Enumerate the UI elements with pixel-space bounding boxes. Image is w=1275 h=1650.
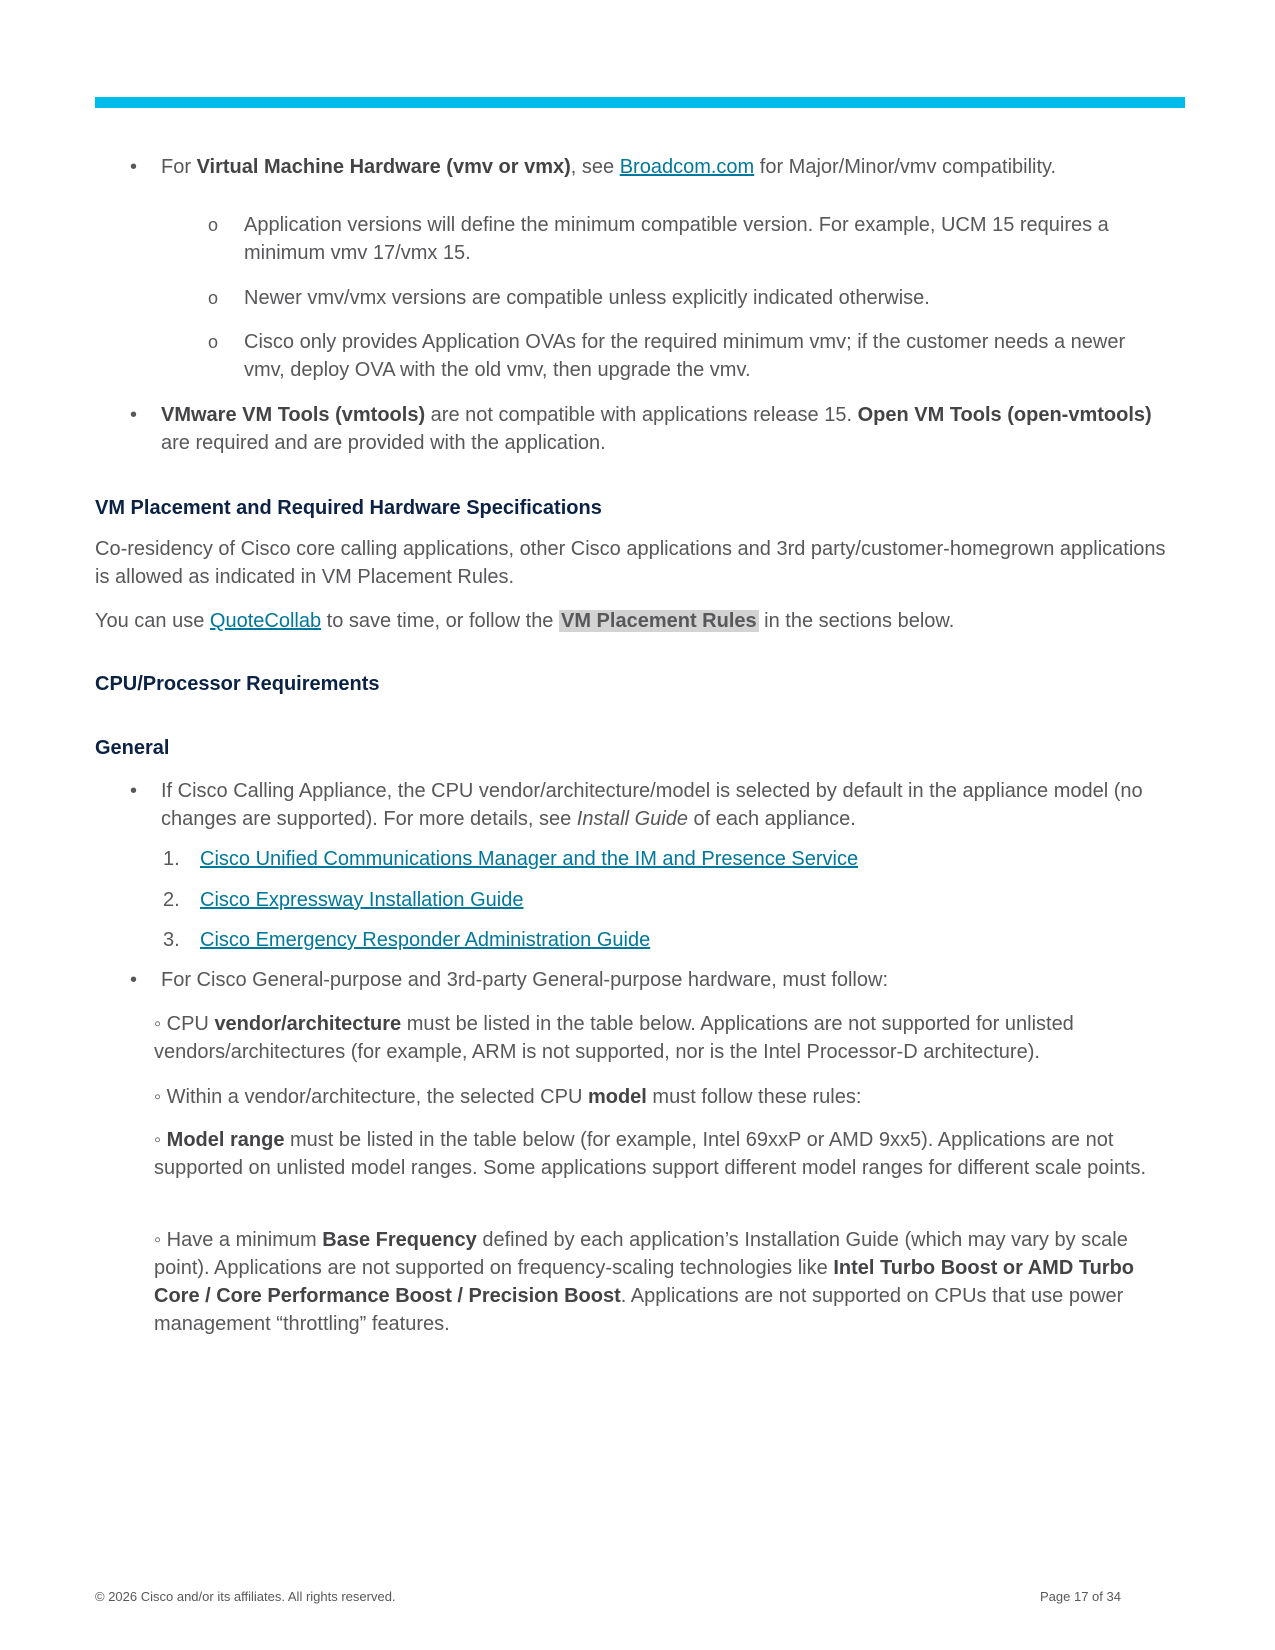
- sub-bullet-marker: o: [208, 288, 219, 308]
- placement-paragraph: Co-residency of Cisco core calling applications, other Cisco applications and 3rd party/customer-homegrown applications is allowed as indicated in VM Placement Rules.: [95, 538, 1166, 588]
- vmtools-label: VMware VM Tools (vmtools): [161, 404, 426, 426]
- item-number: 3.: [163, 929, 180, 951]
- base-frequency-label: Base Frequency: [322, 1229, 477, 1251]
- sub-bullet-text: Cisco only provides Application OVAs for the required minimum vmv; if the customer needs a newer vmv, deploy OVA with the old vmv, then upgrade the vmv.: [244, 331, 1126, 381]
- header-accent-bar: [95, 97, 1185, 108]
- quotecollab-link[interactable]: QuoteCollab: [209, 610, 322, 632]
- cucm-guide-link[interactable]: Cisco Unified Communications Manager and the IM and Presence Service: [200, 848, 859, 870]
- model-range-label: Model range: [166, 1129, 285, 1151]
- general-purpose-text: For Cisco General-purpose and 3rd-party General-purpose hardware, must follow:: [161, 969, 889, 991]
- text: For: [161, 156, 197, 178]
- install-guide-emphasis: Install Guide: [576, 808, 688, 830]
- bullet-dot: •: [130, 969, 138, 991]
- section-heading-cpu: CPU/Processor Requirements: [95, 673, 380, 695]
- text: to save time, or follow the: [321, 610, 559, 632]
- bullet-dot: •: [130, 404, 138, 426]
- text: of each appliance.: [687, 808, 856, 830]
- sub-bullet-text: Newer vmv/vmx versions are compatible unless explicitly indicated otherwise.: [244, 287, 930, 309]
- text: in the sections below.: [758, 610, 955, 632]
- turbo-boost-label: Intel Turbo Boost or AMD Turbo Core / Core Performance Boost / Precision Boost: [154, 1257, 1135, 1307]
- expressway-guide-link[interactable]: Cisco Expressway Installation Guide: [200, 889, 524, 911]
- sub-bullet-text: Application versions will define the minimum compatible version. For example, UCM 15 requires a minimum vmv 17/vmx 15.: [244, 214, 1109, 264]
- text: must be listed in the table below. Applications are not supported for unlisted vendors/architectures (for example, ARM is not supported, nor is the Intel Processor-D architecture).: [154, 1013, 1074, 1063]
- subheading-general: General: [95, 737, 170, 759]
- model-label: model: [587, 1086, 647, 1108]
- text: If Cisco Calling Appliance, the CPU vendor/architecture/model is selected by default in the appliance model (no changes are supported). For more details, see: [161, 780, 1143, 830]
- text: are not compatible with applications release 15.: [425, 404, 858, 426]
- rule-model-range: [154, 1126, 1184, 1182]
- rule-base-frequency: [154, 1226, 1184, 1338]
- section-heading-vm-placement: VM Placement and Required Hardware Specifications: [95, 497, 602, 519]
- item-number: 2.: [163, 889, 180, 911]
- vendor-architecture-label: vendor/architecture: [214, 1013, 402, 1035]
- broadcom-link[interactable]: Broadcom.com: [619, 156, 755, 178]
- text: defined by each application’s Installation Guide (which may vary by scale point). Applications are not supported on frequency-scaling technologies like: [154, 1229, 1128, 1279]
- text: are required and are provided with the application.: [161, 432, 606, 454]
- emergency-responder-guide-link[interactable]: Cisco Emergency Responder Administration Guide: [200, 929, 651, 951]
- rule-vendor-architecture: [154, 1010, 1184, 1066]
- appliance-text: [161, 777, 1171, 833]
- open-vmtools-label: Open VM Tools (open-vmtools): [857, 404, 1152, 426]
- text: must follow these rules:: [646, 1086, 862, 1108]
- text: You can use: [95, 610, 210, 632]
- text: CPU: [161, 1013, 215, 1035]
- footer-copyright: © 2026 Cisco and/or its affiliates. All rights reserved.: [95, 1589, 396, 1604]
- text: Have a minimum: [161, 1229, 323, 1251]
- text: , see: [570, 156, 620, 178]
- text: . Applications are not supported on CPUs that use power management “throttling” features.: [154, 1285, 1124, 1335]
- vm-hardware-label: Virtual Machine Hardware (vmv or vmx): [196, 156, 571, 178]
- text: for Major/Minor/vmv compatibility.: [754, 156, 1057, 178]
- sub-bullet-marker: o: [208, 215, 219, 235]
- text: must be listed in the table below (for example, Intel 69xxP or AMD 9xx5). Applications are not supported on unlisted model ranges. Some applications support different model ranges for different scale points.: [154, 1129, 1147, 1179]
- vm-placement-rules-highlight: VM Placement Rules: [561, 610, 757, 632]
- bullet-dot: •: [130, 156, 138, 178]
- vmtools-text: [161, 401, 1171, 457]
- circle-marker: ◦: [154, 1086, 162, 1108]
- text: Within a vendor/architecture, the selected CPU: [161, 1086, 588, 1108]
- circle-marker: ◦: [154, 1013, 162, 1035]
- quotecollab-paragraph: [95, 607, 1185, 635]
- rule-cpu-model: [154, 1083, 1184, 1111]
- sub-bullet-marker: o: [208, 332, 219, 352]
- circle-marker: ◦: [154, 1129, 162, 1151]
- circle-marker: ◦: [154, 1229, 162, 1251]
- item-number: 1.: [163, 848, 180, 870]
- footer-page-number: Page 17 of 34: [1040, 1589, 1121, 1604]
- vm-hardware-text: [161, 153, 1171, 181]
- bullet-dot: •: [130, 780, 138, 802]
